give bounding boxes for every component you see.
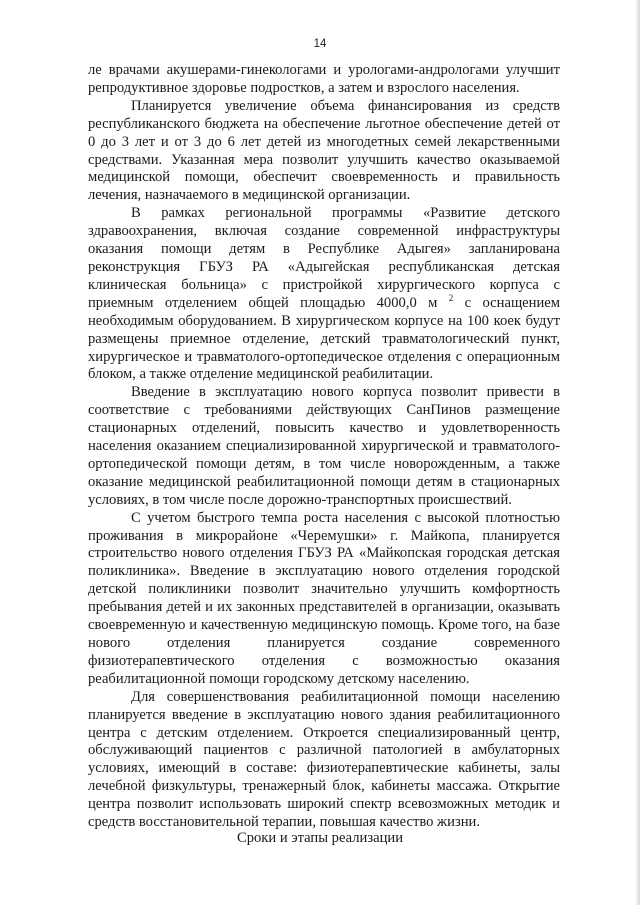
paragraph-new-building: Введение в эксплуатацию нового корпуса позволит привести в соответствие с требованиями действующих СанПинов размещение стационарных отделений, повысить качество и удовлетворенность населения оказанием специализированной хирургической и травматолого-ортопедической помощи детям, в том числе новорожденным, а также оказание медицинской реабилитационной помощи детям в стационарных условиях, в том числе после дорожно-транспортных происшествий.	[88, 384, 560, 508]
paragraph-rehabilitation: Для совершенствования реабилитационной помощи населению планируется введение в эксплуатацию нового здания реабилитационного центра с детским отделением. Откроется специализированный центр, обслуживающий пациентов с различной патологией в амбулаторных условиях, имеющий в составе: физиотерапевтические кабинеты, залы лечебной физкультуры, тренажерный блок, кабинеты массажа. Открытие центра позволит использовать широкий спектр всевозможных методик и средств восстановительной терапии, повышая качество жизни.	[88, 688, 560, 831]
body-text	[88, 62, 560, 832]
paragraph-financing: Планируется увеличение объема финансирования из средств республиканского бюджета на обеспечение льготное обеспечение детей от 0 до 3 лет и от 3 до 6 лет детей из многодетных семей лекарственными средствами. Указанная мера позволит улучшить качество оказываемой медицинской помощи, обеспечит своевременность и правильность лечения, назначаемого в медицинской организации.	[88, 97, 560, 204]
paragraph-continued: ле врачами акушерами-гинекологами и урологами-андрологами улучшит репродуктивное здоровье подростков, а затем и взрослого населения.	[88, 62, 560, 96]
scan-edge	[636, 0, 640, 905]
section-heading: Сроки и этапы реализации	[236, 830, 404, 846]
paragraph-reconstruction	[88, 205, 560, 384]
paragraph-reconstruction-text-b: с оснащением необходимым оборудованием. В хирургическом корпусе на 100 коек будут размещены приемное отделение, детский травматологический пункт, хирургическое и травматолого-ортопедическое отделения с операционным блоком, а также отделение медицинской реабилитации.	[88, 294, 560, 383]
paragraph-reconstruction-text-a: В рамках региональной программы «Развитие детского здравоохранения, включая создание современной инфраструктуры оказания помощи детям в Республике Адыгея» запланирована реконструкция ГБУЗ РА «Адыгейская республиканская детская клиническая больница» с пристройкой хирургического корпуса с приемным отделением общей площадью 4000,0 м	[88, 205, 560, 311]
area-superscript: 2	[448, 292, 454, 303]
page-number: 14	[313, 38, 327, 50]
paragraph-polyclinic: С учетом быстрого темпа роста населения с высокой плотностью проживания в микрорайоне «Черемушки» г. Майкопа, планируется строительство нового отделения ГБУЗ РА «Майкопская городская детская поликлиника». Введение в эксплуатацию нового отделения городской детской поликлиники позволит значительно улучшить комфортность пребывания детей и их законных представителей в организации, оказывать своевременную и качественную медицинскую помощь. Кроме того, на базе нового отделения планируется создание современного физиотерапевтического отделения с возможностью оказания реабилитационной помощи городскому детскому населению.	[88, 509, 560, 687]
